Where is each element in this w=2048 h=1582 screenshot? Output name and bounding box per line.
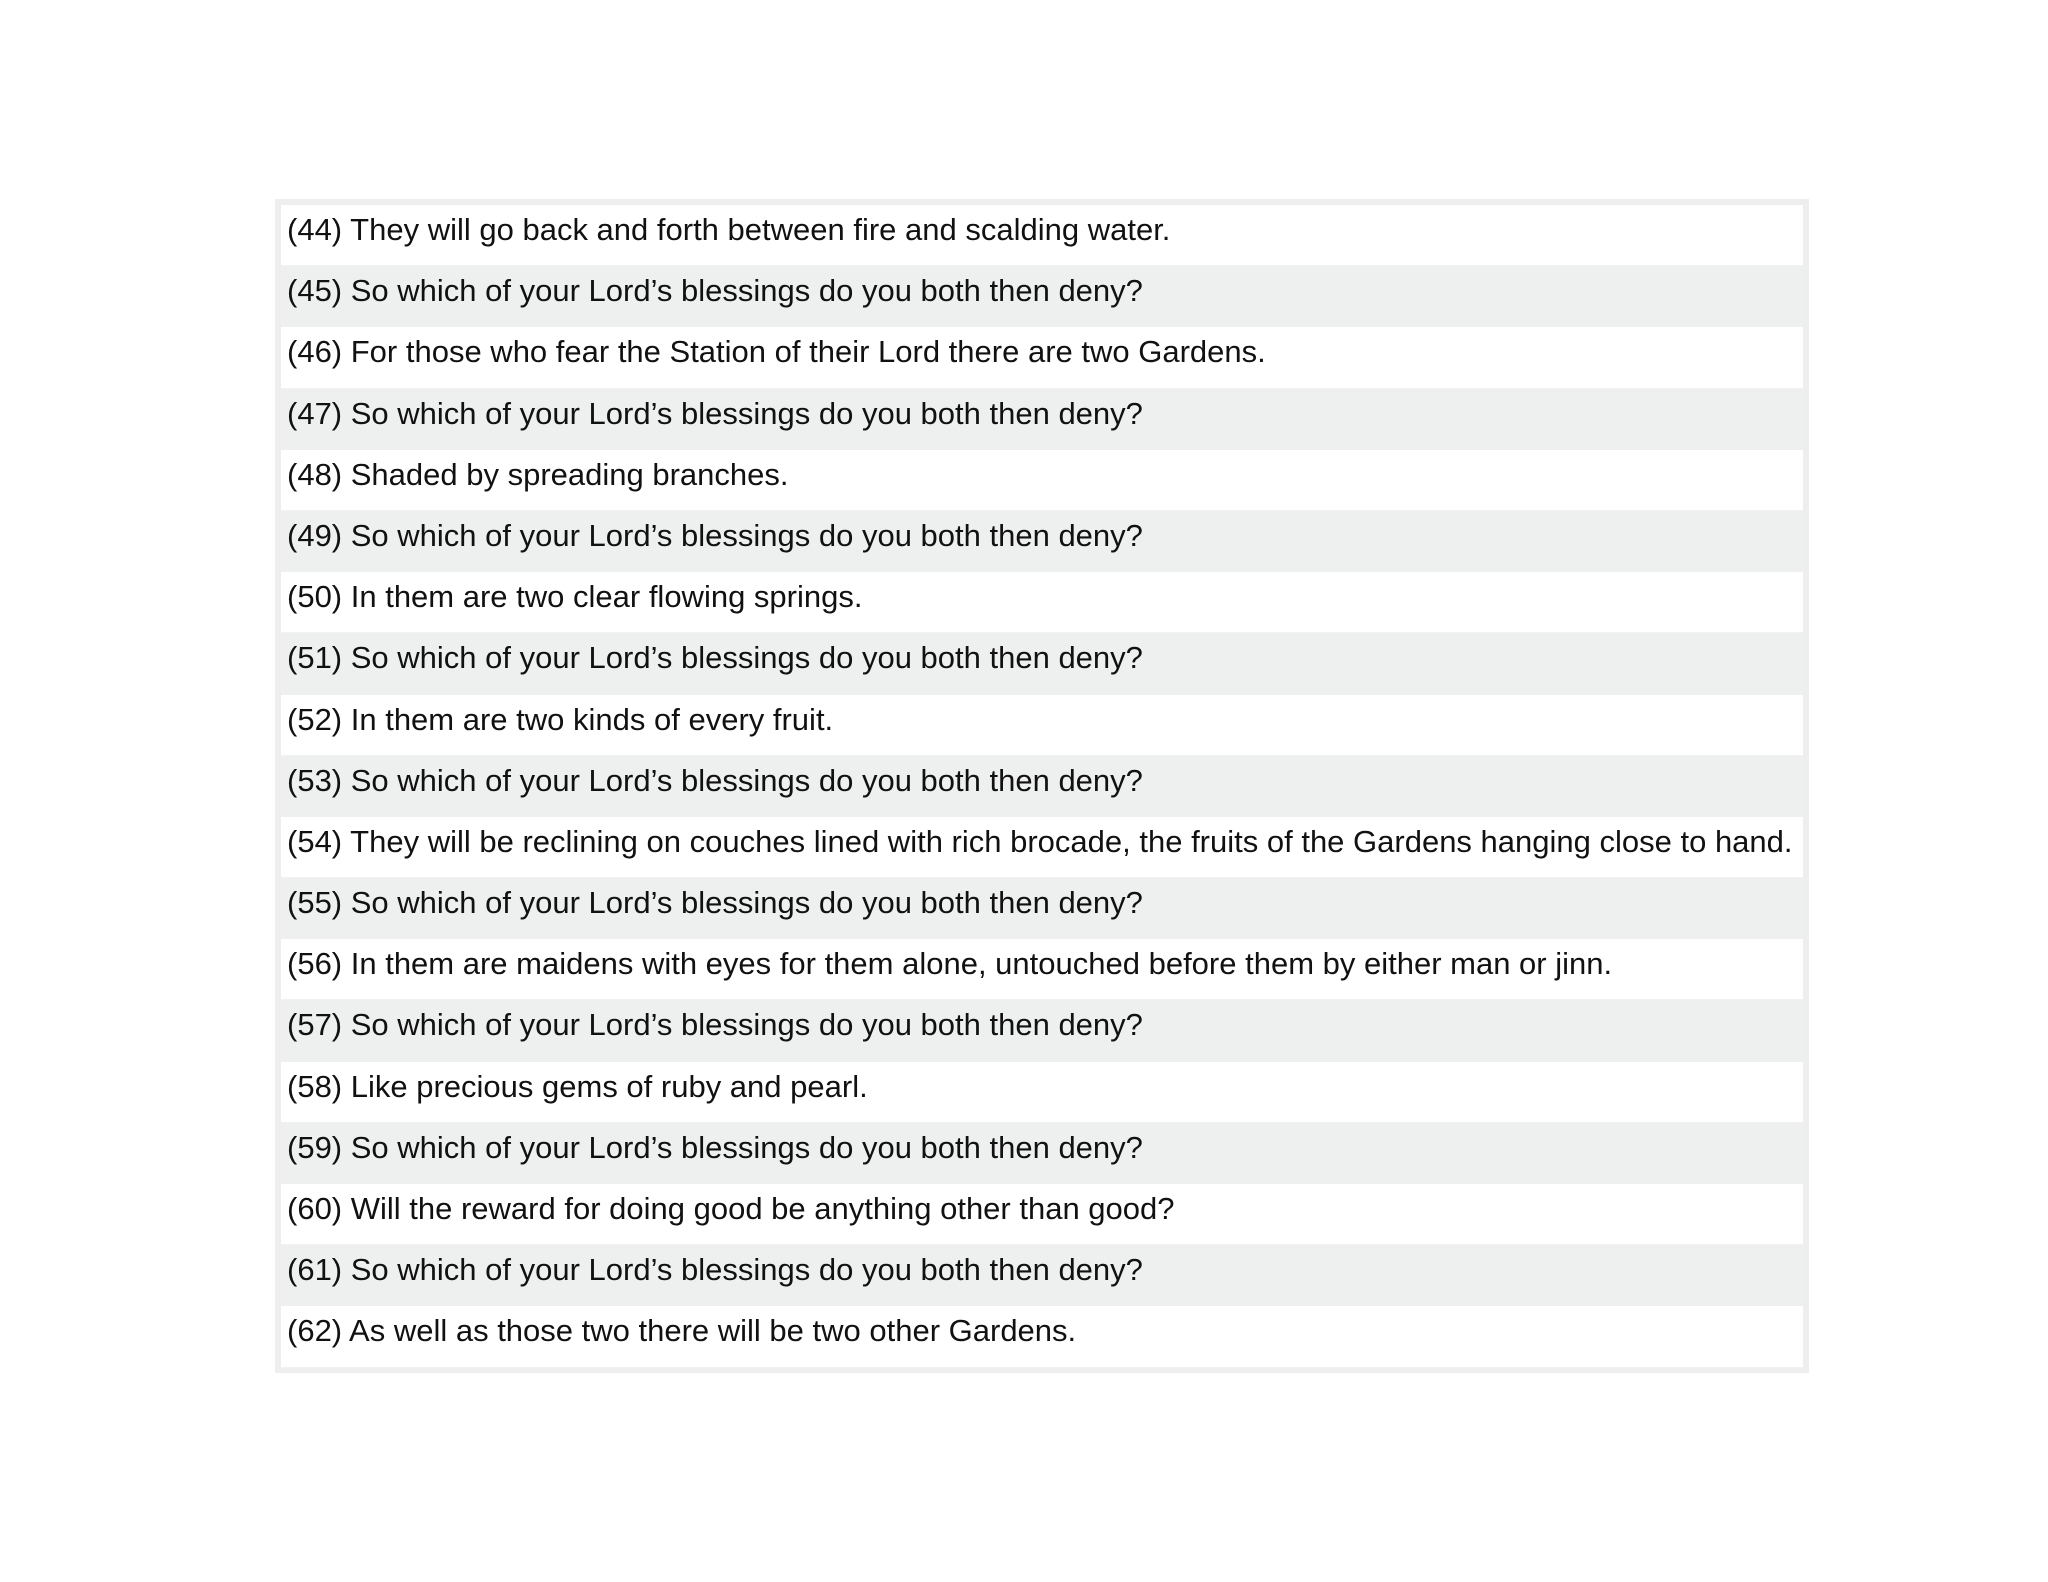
verse-row-50: (50) In them are two clear flowing springs. <box>281 572 1803 633</box>
verse-row-56: (56) In them are maidens with eyes for them alone, untouched before them by either man or jinn. <box>281 939 1803 1000</box>
verse-row-52: (52) In them are two kinds of every fruit. <box>281 695 1803 756</box>
verse-table <box>275 199 1809 1373</box>
verse-row-53: (53) So which of your Lord’s blessings do you both then deny? <box>281 756 1803 817</box>
verse-row-49: (49) So which of your Lord’s blessings do you both then deny? <box>281 511 1803 572</box>
verse-row-44: (44) They will go back and forth between fire and scalding water. <box>281 205 1803 266</box>
verse-row-46: (46) For those who fear the Station of their Lord there are two Gardens. <box>281 327 1803 388</box>
verse-row-47: (47) So which of your Lord’s blessings do you both then deny? <box>281 389 1803 450</box>
verse-row-61: (61) So which of your Lord’s blessings do you both then deny? <box>281 1245 1803 1306</box>
verse-row-55: (55) So which of your Lord’s blessings do you both then deny? <box>281 878 1803 939</box>
verse-row-59: (59) So which of your Lord’s blessings do you both then deny? <box>281 1123 1803 1184</box>
verse-row-54: (54) They will be reclining on couches lined with rich brocade, the fruits of the Gardens hanging close to hand. <box>281 817 1803 878</box>
verse-row-45: (45) So which of your Lord’s blessings do you both then deny? <box>281 266 1803 327</box>
verse-row-58: (58) Like precious gems of ruby and pearl. <box>281 1062 1803 1123</box>
verse-row-51: (51) So which of your Lord’s blessings do you both then deny? <box>281 633 1803 694</box>
verse-row-48: (48) Shaded by spreading branches. <box>281 450 1803 511</box>
verse-row-62: (62) As well as those two there will be two other Gardens. <box>281 1306 1803 1367</box>
verse-row-57: (57) So which of your Lord’s blessings do you both then deny? <box>281 1000 1803 1061</box>
verse-row-60: (60) Will the reward for doing good be anything other than good? <box>281 1184 1803 1245</box>
